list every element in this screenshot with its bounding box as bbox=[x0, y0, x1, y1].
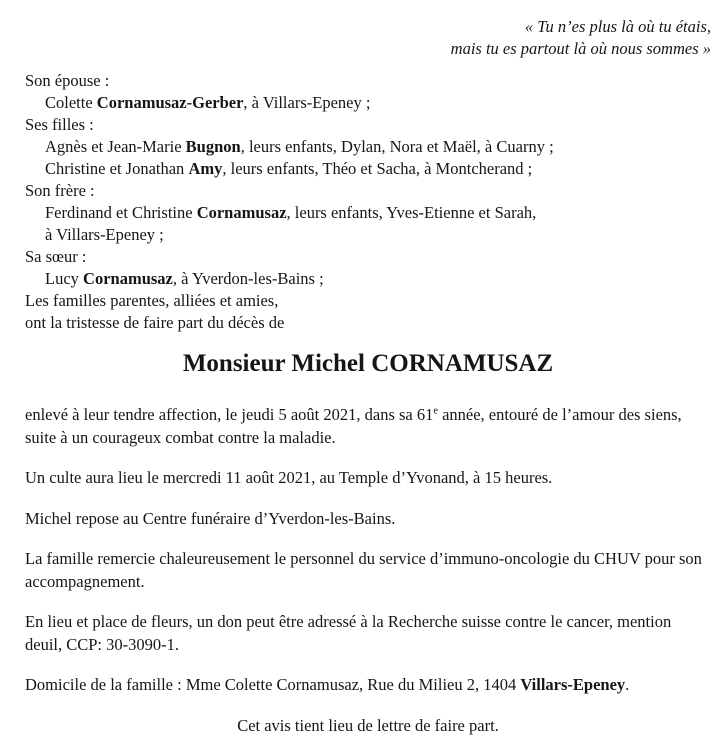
text-segment: Christine et Jonathan bbox=[45, 159, 189, 178]
text-segment: « Tu n’es plus là où tu étais, bbox=[524, 17, 711, 36]
text-segment: . bbox=[625, 675, 630, 694]
text-segment: Cornamusaz-Gerber bbox=[96, 93, 244, 112]
text-line bbox=[25, 136, 711, 158]
announcement-paragraphs bbox=[25, 404, 711, 737]
paragraph bbox=[25, 715, 711, 738]
text-line bbox=[25, 312, 711, 334]
text-segment: Ferdinand et Christine bbox=[45, 203, 197, 222]
text-segment: , à Villars-Epeney ; bbox=[243, 93, 371, 112]
text-segment: Son frère : bbox=[25, 181, 95, 200]
text-segment: Lucy bbox=[45, 269, 84, 288]
text-segment: , leurs enfants, Yves-Etienne et Sarah, bbox=[286, 203, 537, 222]
text-line bbox=[25, 70, 711, 92]
text-segment: Cornamusaz bbox=[196, 203, 287, 222]
text-segment: Villars-Epeney bbox=[520, 675, 626, 694]
text-segment: Colette bbox=[45, 93, 97, 112]
text-line bbox=[25, 224, 711, 246]
memorial-quote bbox=[25, 16, 711, 60]
text-segment: Cornamusaz bbox=[83, 269, 173, 288]
text-segment: ont la tristesse de faire part du décès de bbox=[25, 313, 285, 332]
text-segment: , leurs enfants, Dylan, Nora et Maël, à Cuarny ; bbox=[240, 137, 554, 156]
text-line bbox=[25, 16, 711, 38]
paragraph bbox=[25, 548, 711, 593]
text-segment: Amy bbox=[188, 159, 223, 178]
text-segment: Un culte aura lieu le mercredi 11 août 2021, au Temple d’Yvonand, à 15 heures. bbox=[25, 468, 553, 487]
text-line bbox=[25, 268, 711, 290]
paragraph bbox=[25, 467, 711, 490]
text-segment: Bugnon bbox=[185, 137, 241, 156]
text-segment: , leurs enfants, Théo et Sacha, à Montcherand ; bbox=[222, 159, 533, 178]
text-line bbox=[25, 114, 711, 136]
text-line bbox=[25, 38, 711, 60]
text-segment: année, entouré de l’amour des siens, suite à un courageux combat contre la maladie. bbox=[25, 405, 682, 447]
text-segment: Son épouse : bbox=[25, 71, 110, 90]
text-segment: enlevé à leur tendre affection, le jeudi 5 août 2021, dans sa 61 bbox=[25, 405, 434, 424]
paragraph bbox=[25, 404, 711, 449]
text-segment: Cet avis tient lieu de lettre de faire part. bbox=[237, 715, 499, 735]
text-line bbox=[25, 290, 711, 312]
family-list bbox=[25, 70, 711, 334]
paragraph bbox=[25, 508, 711, 531]
text-line bbox=[25, 246, 711, 268]
text-segment: En lieu et place de fleurs, un don peut être adressé à la Recherche suisse contre le cancer, mention deuil, CCP: 30-3090-1. bbox=[25, 612, 672, 654]
text-segment: Michel repose au Centre funéraire d’Yverdon-les-Bains. bbox=[25, 508, 396, 528]
text-segment: mais tu es partout là où nous sommes » bbox=[450, 39, 711, 58]
text-segment: Les familles parentes, alliées et amies, bbox=[25, 291, 279, 310]
text-line bbox=[25, 158, 711, 180]
text-segment: Domicile de la famille : Mme Colette Cornamusaz, Rue du Milieu 2, 1404 bbox=[25, 675, 521, 694]
text-segment: à Villars-Epeney ; bbox=[45, 225, 164, 244]
paragraph bbox=[25, 674, 711, 697]
text-segment: Sa sœur : bbox=[25, 247, 87, 266]
deceased-name-title: Monsieur Michel CORNAMUSAZ bbox=[182, 350, 554, 377]
text-segment: Ses filles : bbox=[25, 115, 94, 134]
text-line bbox=[25, 180, 711, 202]
text-line bbox=[25, 92, 711, 114]
text-segment: , à Yverdon-les-Bains ; bbox=[172, 269, 324, 288]
paragraph bbox=[25, 611, 711, 656]
text-segment: Agnès et Jean-Marie bbox=[45, 137, 186, 156]
text-segment: La famille remercie chaleureusement le personnel du service d’immuno-oncologie du CHUV pour son accompagnement. bbox=[25, 549, 702, 591]
text-segment: e bbox=[433, 405, 438, 417]
text-line bbox=[25, 202, 711, 224]
